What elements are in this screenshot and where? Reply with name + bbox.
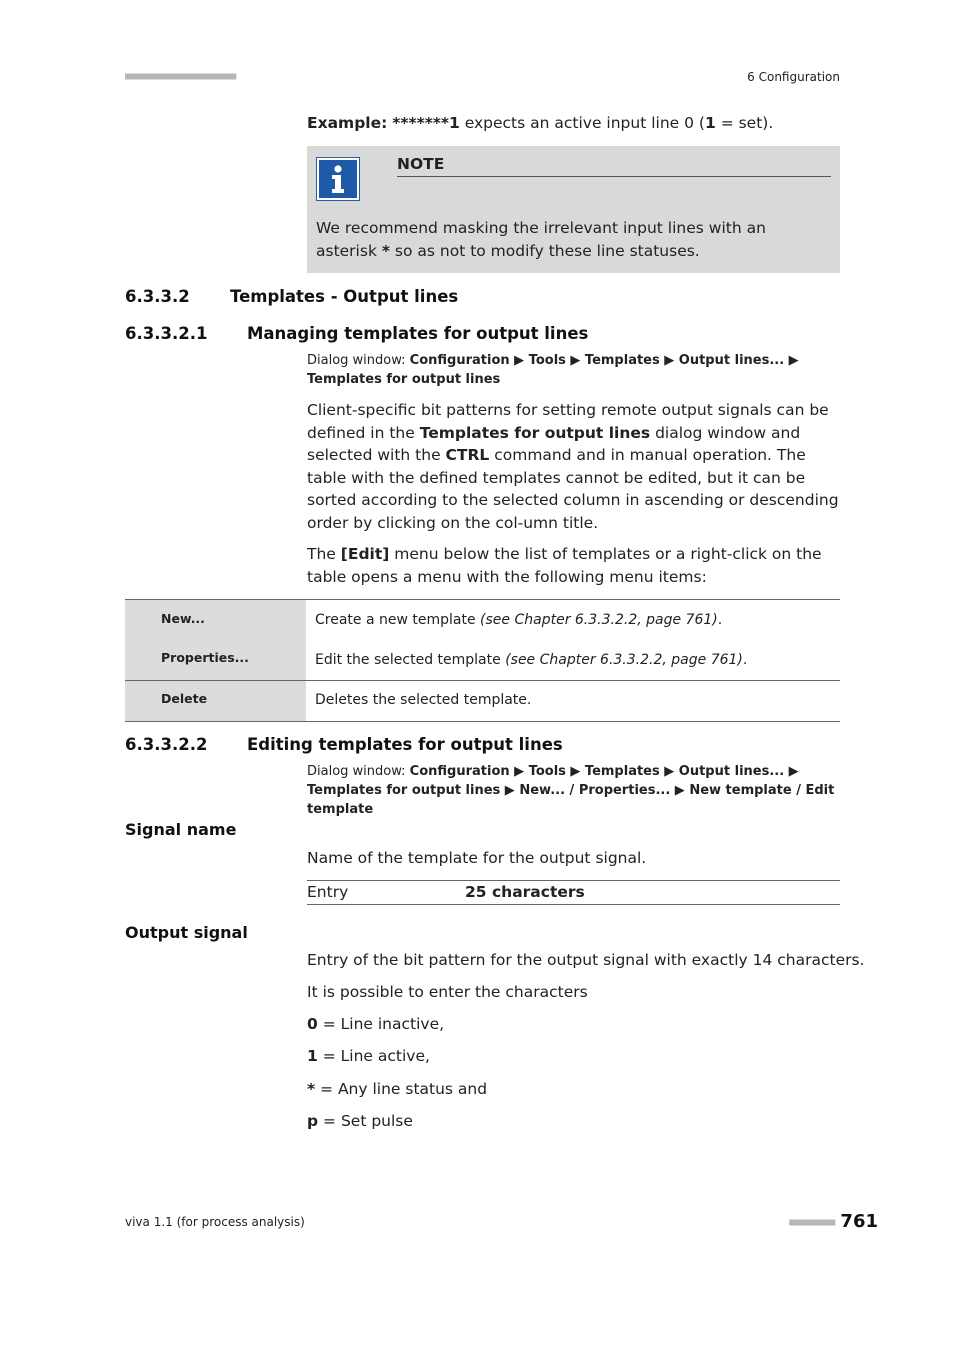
list-item: 0 = Line inactive, xyxy=(307,1015,445,1033)
output-signal-heading: Output signal xyxy=(125,923,248,942)
list-item: * = Any line status and xyxy=(307,1080,488,1098)
subsection-title: Managing templates for output lines xyxy=(247,324,589,343)
dialog-path: Dialog window: Configuration ▶ Tools ▶ Templates ▶ Output lines... ▶ Templates for output lines xyxy=(307,353,799,387)
list-item: 1 = Line active, xyxy=(307,1047,430,1065)
menu-item-delete: Delete xyxy=(125,681,306,721)
example-one: 1 xyxy=(704,114,716,132)
section-title: Templates - Output lines xyxy=(230,287,459,306)
output-signal-intro: It is possible to enter the characters xyxy=(307,983,588,1001)
subsection-number: 6.3.3.2.1 xyxy=(125,324,208,343)
footer-product: viva 1.1 (for process analysis) xyxy=(125,1215,305,1229)
note-text: We recommend masking the irrelevant input lines with an asterisk * so as not to modify these line statuses. xyxy=(316,219,766,260)
paragraph-edit-menu: The [Edit] menu below the list of templates or a right-click on the table opens a menu with the following menu items: xyxy=(307,545,822,586)
table-row xyxy=(125,680,840,721)
entry-table xyxy=(307,880,840,905)
page-number-value: 761 xyxy=(840,1211,878,1232)
example-label: Example: xyxy=(307,114,388,132)
section-number: 6.3.3.2 xyxy=(125,287,190,306)
subsection-number: 6.3.3.2.2 xyxy=(125,735,208,754)
footer-decoration: ■■■■■■■■■ xyxy=(789,1216,835,1228)
menu-items-table xyxy=(125,599,840,722)
entry-label: Entry xyxy=(307,883,349,901)
signal-name-heading: Signal name xyxy=(125,820,237,839)
note-box xyxy=(307,146,840,273)
header-section: 6 Configuration xyxy=(747,70,840,84)
example-mid: expects an active input line 0 ( xyxy=(459,114,705,132)
header-decoration: ■■■■■■■■■■■■■■■■■■■■■■ xyxy=(125,71,236,82)
table-row xyxy=(125,640,840,680)
menu-item-properties-desc: Edit the selected template (see Chapter 6.3.3.2.2, page 761). xyxy=(315,652,748,668)
output-signal-desc: Entry of the bit pattern for the output signal with exactly 14 characters. xyxy=(307,951,865,969)
example-pattern: *******1 xyxy=(392,114,460,132)
menu-item-properties: Properties... xyxy=(125,640,306,680)
menu-item-delete-desc: Deletes the selected template. xyxy=(315,692,532,708)
table-row xyxy=(125,600,840,640)
subsection-title: Editing templates for output lines xyxy=(247,735,563,754)
paragraph-intro: Client-specific bit patterns for setting remote output signals can be defined in the Templates for output lines dialog window and selected with the CTRL command and in manual operation. The table with the defined templates cannot be edited, but it can be sorted according to the selected column in ascending or descending order by clicking on the col-umn title. xyxy=(307,401,839,532)
menu-item-new-desc: Create a new template (see Chapter 6.3.3.2.2, page 761). xyxy=(315,612,723,628)
example-end: = set). xyxy=(715,114,774,132)
example-line xyxy=(307,112,773,135)
menu-item-new: New... xyxy=(125,600,306,640)
list-item: p = Set pulse xyxy=(307,1112,413,1130)
info-icon xyxy=(316,157,360,201)
dialog-path: Dialog window: Configuration ▶ Tools ▶ Templates ▶ Output lines... ▶ Templates for output lines ▶ New... / Properties... ▶ New template / Edit template xyxy=(307,764,835,817)
page-number xyxy=(789,1211,878,1232)
signal-name-desc: Name of the template for the output signal. xyxy=(307,849,647,867)
entry-value: 25 characters xyxy=(465,883,585,901)
note-title: NOTE xyxy=(397,155,831,177)
